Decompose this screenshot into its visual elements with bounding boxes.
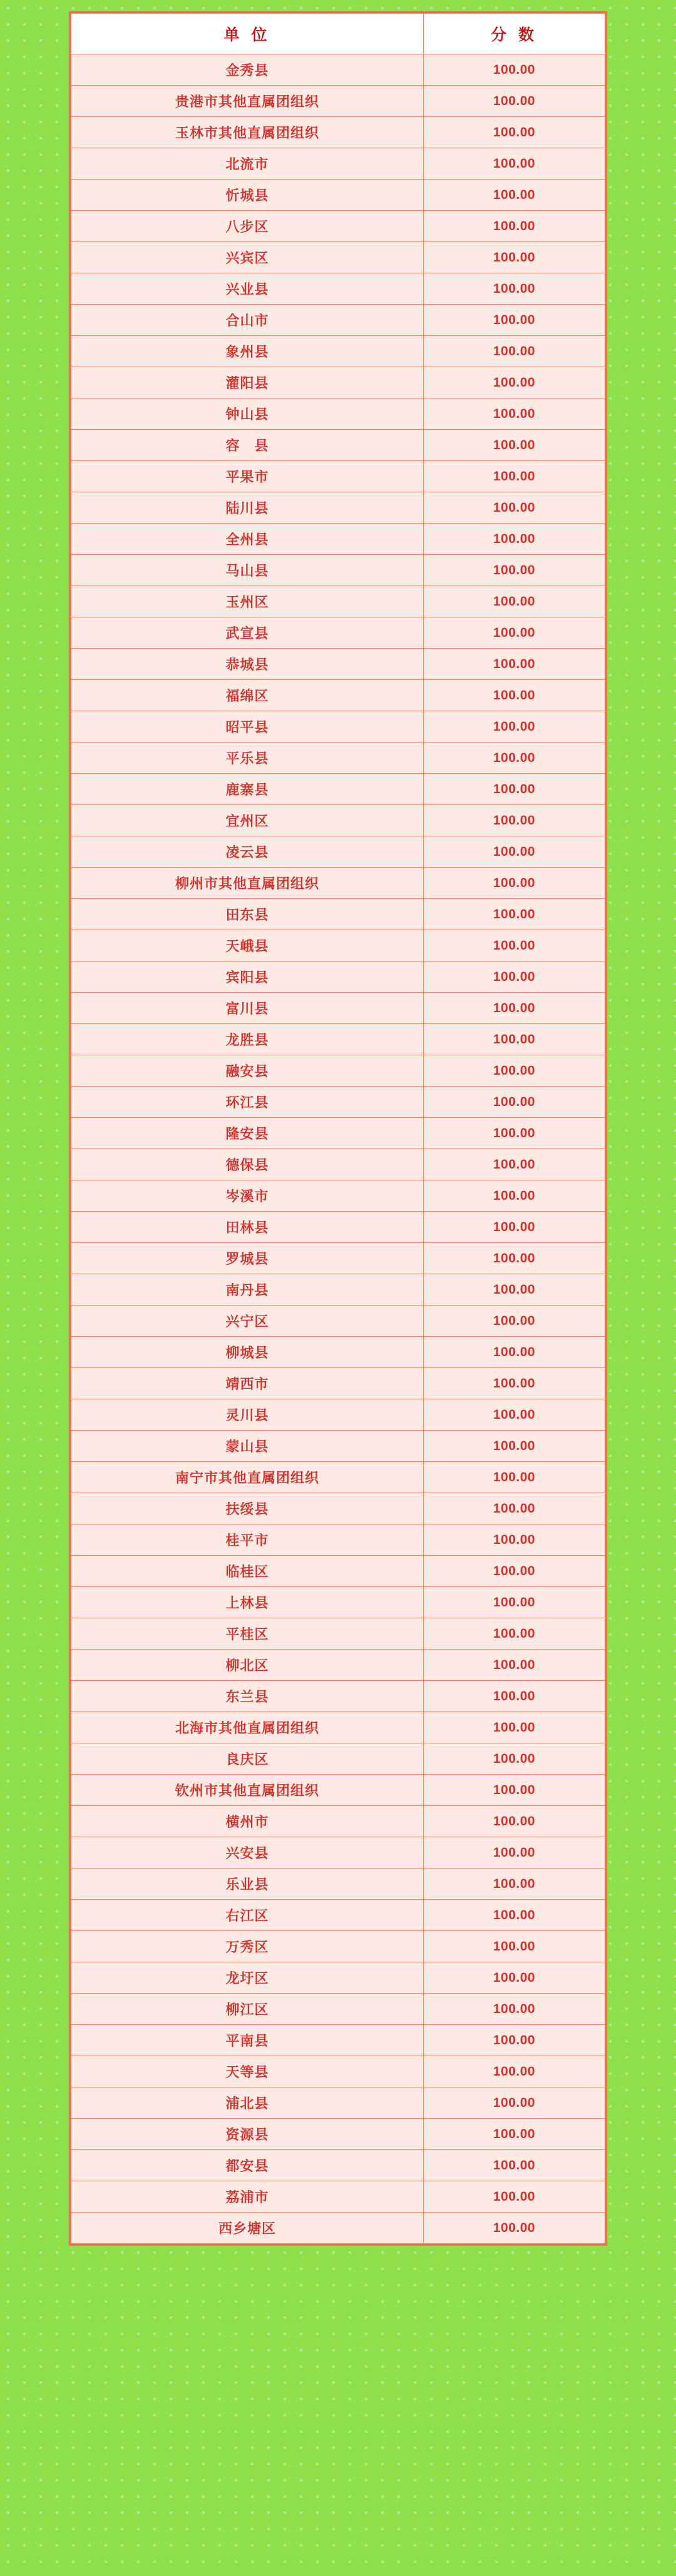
cell-unit: 环江县 — [71, 1087, 424, 1118]
cell-score: 100.00 — [423, 2087, 605, 2119]
cell-score: 100.00 — [423, 1524, 605, 1556]
cell-unit: 兴业县 — [71, 273, 424, 305]
cell-score: 100.00 — [423, 1306, 605, 1337]
table-row — [71, 1368, 605, 1399]
cell-score: 100.00 — [423, 836, 605, 868]
cell-unit: 武宣县 — [71, 617, 424, 649]
cell-score: 100.00 — [423, 805, 605, 836]
table-row — [71, 1806, 605, 1837]
cell-score: 100.00 — [423, 1243, 605, 1274]
cell-score: 100.00 — [423, 1743, 605, 1775]
table-row — [71, 1681, 605, 1712]
table-row — [71, 1712, 605, 1743]
cell-unit: 上林县 — [71, 1587, 424, 1618]
cell-score: 100.00 — [423, 1180, 605, 1212]
table-row — [71, 492, 605, 524]
cell-unit: 玉林市其他直属团组织 — [71, 117, 424, 148]
cell-score: 100.00 — [423, 148, 605, 180]
cell-score: 100.00 — [423, 1087, 605, 1118]
cell-unit: 北海市其他直属团组织 — [71, 1712, 424, 1743]
table-row — [71, 868, 605, 899]
table-row — [71, 2181, 605, 2213]
cell-unit: 荔浦市 — [71, 2181, 424, 2213]
cell-score: 100.00 — [423, 1775, 605, 1806]
cell-unit: 金秀县 — [71, 54, 424, 86]
cell-score: 100.00 — [423, 1024, 605, 1055]
cell-score: 100.00 — [423, 242, 605, 273]
ranking-table — [71, 13, 605, 2244]
cell-unit: 南宁市其他直属团组织 — [71, 1462, 424, 1493]
cell-unit: 宾阳县 — [71, 961, 424, 993]
cell-score: 100.00 — [423, 1618, 605, 1650]
cell-unit: 靖西市 — [71, 1368, 424, 1399]
table-body — [71, 54, 605, 2244]
cell-score: 100.00 — [423, 899, 605, 930]
cell-score: 100.00 — [423, 1681, 605, 1712]
cell-score: 100.00 — [423, 461, 605, 492]
table-row — [71, 1618, 605, 1650]
table-row — [71, 930, 605, 961]
cell-unit: 钟山县 — [71, 398, 424, 430]
cell-unit: 全州县 — [71, 524, 424, 555]
cell-score: 100.00 — [423, 2119, 605, 2150]
cell-score: 100.00 — [423, 680, 605, 711]
cell-unit: 陆川县 — [71, 492, 424, 524]
cell-score: 100.00 — [423, 1931, 605, 1962]
cell-unit: 平桂区 — [71, 1618, 424, 1650]
table-row — [71, 1743, 605, 1775]
cell-unit: 象州县 — [71, 336, 424, 367]
cell-unit: 柳江区 — [71, 1994, 424, 2025]
table-row — [71, 2056, 605, 2087]
cell-score: 100.00 — [423, 180, 605, 211]
cell-unit: 右江区 — [71, 1900, 424, 1931]
table-row — [71, 1900, 605, 1931]
cell-unit: 西乡塘区 — [71, 2213, 424, 2244]
cell-unit: 兴宾区 — [71, 242, 424, 273]
table-row — [71, 1962, 605, 1994]
cell-unit: 忻城县 — [71, 180, 424, 211]
cell-score: 100.00 — [423, 1712, 605, 1743]
cell-score: 100.00 — [423, 1274, 605, 1306]
cell-unit: 南丹县 — [71, 1274, 424, 1306]
table-row — [71, 1212, 605, 1243]
cell-score: 100.00 — [423, 961, 605, 993]
table-row — [71, 1462, 605, 1493]
cell-unit: 马山县 — [71, 555, 424, 586]
cell-score: 100.00 — [423, 1118, 605, 1149]
table-row — [71, 367, 605, 398]
cell-unit: 兴安县 — [71, 1837, 424, 1869]
cell-score: 100.00 — [423, 273, 605, 305]
cell-unit: 龙圩区 — [71, 1962, 424, 1994]
cell-unit: 昭平县 — [71, 711, 424, 743]
cell-score: 100.00 — [423, 54, 605, 86]
table-row — [71, 805, 605, 836]
cell-unit: 都安县 — [71, 2150, 424, 2181]
cell-score: 100.00 — [423, 336, 605, 367]
cell-score: 100.00 — [423, 1493, 605, 1524]
cell-unit: 灌阳县 — [71, 367, 424, 398]
cell-score: 100.00 — [423, 1431, 605, 1462]
cell-unit: 浦北县 — [71, 2087, 424, 2119]
cell-score: 100.00 — [423, 1149, 605, 1180]
cell-unit: 宜州区 — [71, 805, 424, 836]
cell-score: 100.00 — [423, 868, 605, 899]
cell-unit: 岑溪市 — [71, 1180, 424, 1212]
table-row — [71, 148, 605, 180]
cell-score: 100.00 — [423, 1212, 605, 1243]
cell-unit: 融安县 — [71, 1055, 424, 1087]
cell-score: 100.00 — [423, 1994, 605, 2025]
cell-score: 100.00 — [423, 1869, 605, 1900]
cell-score: 100.00 — [423, 211, 605, 242]
table-row — [71, 2087, 605, 2119]
cell-score: 100.00 — [423, 2150, 605, 2181]
cell-unit: 恭城县 — [71, 649, 424, 680]
table-row — [71, 242, 605, 273]
table-row — [71, 1149, 605, 1180]
cell-unit: 八步区 — [71, 211, 424, 242]
cell-score: 100.00 — [423, 774, 605, 805]
table-row — [71, 1024, 605, 1055]
cell-score: 100.00 — [423, 1587, 605, 1618]
cell-score: 100.00 — [423, 117, 605, 148]
table-row — [71, 649, 605, 680]
cell-score: 100.00 — [423, 492, 605, 524]
cell-unit: 田林县 — [71, 1212, 424, 1243]
table-row — [71, 273, 605, 305]
cell-unit: 隆安县 — [71, 1118, 424, 1149]
cell-score: 100.00 — [423, 1806, 605, 1837]
cell-score: 100.00 — [423, 930, 605, 961]
table-row — [71, 617, 605, 649]
cell-score: 100.00 — [423, 586, 605, 617]
table-row — [71, 899, 605, 930]
cell-unit: 德保县 — [71, 1149, 424, 1180]
cell-unit: 合山市 — [71, 305, 424, 336]
column-header-unit: 单 位 — [71, 14, 424, 54]
cell-score: 100.00 — [423, 2213, 605, 2244]
cell-unit: 龙胜县 — [71, 1024, 424, 1055]
table-row — [71, 398, 605, 430]
cell-unit: 柳北区 — [71, 1650, 424, 1681]
table-row — [71, 2025, 605, 2056]
cell-unit: 罗城县 — [71, 1243, 424, 1274]
cell-score: 100.00 — [423, 305, 605, 336]
table-header — [71, 14, 605, 54]
cell-score: 100.00 — [423, 1055, 605, 1087]
table-row — [71, 1775, 605, 1806]
table-row — [71, 1274, 605, 1306]
cell-score: 100.00 — [423, 86, 605, 117]
cell-unit: 天等县 — [71, 2056, 424, 2087]
cell-unit: 临桂区 — [71, 1556, 424, 1587]
cell-score: 100.00 — [423, 743, 605, 774]
table-row — [71, 711, 605, 743]
cell-score: 100.00 — [423, 1556, 605, 1587]
cell-unit: 钦州市其他直属团组织 — [71, 1775, 424, 1806]
cell-unit: 贵港市其他直属团组织 — [71, 86, 424, 117]
cell-unit: 兴宁区 — [71, 1306, 424, 1337]
cell-unit: 柳城县 — [71, 1337, 424, 1368]
cell-score: 100.00 — [423, 430, 605, 461]
table-row — [71, 2119, 605, 2150]
cell-unit: 乐业县 — [71, 1869, 424, 1900]
cell-score: 100.00 — [423, 398, 605, 430]
table-row — [71, 993, 605, 1024]
cell-unit: 玉州区 — [71, 586, 424, 617]
cell-unit: 桂平市 — [71, 1524, 424, 1556]
cell-unit: 扶绥县 — [71, 1493, 424, 1524]
cell-score: 100.00 — [423, 1962, 605, 1994]
cell-score: 100.00 — [423, 524, 605, 555]
cell-unit: 东兰县 — [71, 1681, 424, 1712]
table-row — [71, 1931, 605, 1962]
table-row — [71, 180, 605, 211]
table-row — [71, 586, 605, 617]
cell-score: 100.00 — [423, 1462, 605, 1493]
cell-score: 100.00 — [423, 649, 605, 680]
cell-unit: 万秀区 — [71, 1931, 424, 1962]
cell-unit: 良庆区 — [71, 1743, 424, 1775]
cell-unit: 灵川县 — [71, 1399, 424, 1431]
table-row — [71, 1337, 605, 1368]
cell-unit: 横州市 — [71, 1806, 424, 1837]
cell-unit: 容 县 — [71, 430, 424, 461]
table-row — [71, 336, 605, 367]
cell-score: 100.00 — [423, 1650, 605, 1681]
cell-score: 100.00 — [423, 1368, 605, 1399]
table-row — [71, 211, 605, 242]
cell-score: 100.00 — [423, 1900, 605, 1931]
column-header-score: 分 数 — [423, 14, 605, 54]
table-row — [71, 1087, 605, 1118]
cell-score: 100.00 — [423, 1399, 605, 1431]
cell-score: 100.00 — [423, 711, 605, 743]
cell-unit: 福绵区 — [71, 680, 424, 711]
table-row — [71, 1118, 605, 1149]
table-row — [71, 555, 605, 586]
cell-score: 100.00 — [423, 617, 605, 649]
cell-unit: 平果市 — [71, 461, 424, 492]
table-row — [71, 1399, 605, 1431]
table-row — [71, 2213, 605, 2244]
table-row — [71, 1055, 605, 1087]
table-row — [71, 430, 605, 461]
table-row — [71, 461, 605, 492]
cell-score: 100.00 — [423, 2181, 605, 2213]
cell-unit: 柳州市其他直属团组织 — [71, 868, 424, 899]
cell-unit: 凌云县 — [71, 836, 424, 868]
table-row — [71, 2150, 605, 2181]
ranking-table-container — [69, 11, 607, 2246]
table-row — [71, 1556, 605, 1587]
cell-unit: 平乐县 — [71, 743, 424, 774]
cell-score: 100.00 — [423, 2056, 605, 2087]
table-row — [71, 1306, 605, 1337]
table-row — [71, 1524, 605, 1556]
cell-score: 100.00 — [423, 993, 605, 1024]
table-row — [71, 1869, 605, 1900]
table-header-row — [71, 14, 605, 54]
cell-score: 100.00 — [423, 367, 605, 398]
table-row — [71, 117, 605, 148]
cell-score: 100.00 — [423, 555, 605, 586]
table-row — [71, 680, 605, 711]
table-row — [71, 1493, 605, 1524]
table-row — [71, 836, 605, 868]
table-row — [71, 86, 605, 117]
table-row — [71, 961, 605, 993]
table-row — [71, 1650, 605, 1681]
table-row — [71, 524, 605, 555]
table-row — [71, 1994, 605, 2025]
table-row — [71, 1837, 605, 1869]
cell-unit: 资源县 — [71, 2119, 424, 2150]
table-row — [71, 1431, 605, 1462]
table-row — [71, 305, 605, 336]
cell-unit: 天峨县 — [71, 930, 424, 961]
table-row — [71, 54, 605, 86]
table-row — [71, 1243, 605, 1274]
cell-unit: 鹿寨县 — [71, 774, 424, 805]
cell-score: 100.00 — [423, 1337, 605, 1368]
table-row — [71, 743, 605, 774]
cell-unit: 富川县 — [71, 993, 424, 1024]
cell-unit: 北流市 — [71, 148, 424, 180]
cell-score: 100.00 — [423, 1837, 605, 1869]
table-row — [71, 774, 605, 805]
cell-unit: 田东县 — [71, 899, 424, 930]
cell-unit: 平南县 — [71, 2025, 424, 2056]
cell-unit: 蒙山县 — [71, 1431, 424, 1462]
table-row — [71, 1180, 605, 1212]
table-row — [71, 1587, 605, 1618]
cell-score: 100.00 — [423, 2025, 605, 2056]
